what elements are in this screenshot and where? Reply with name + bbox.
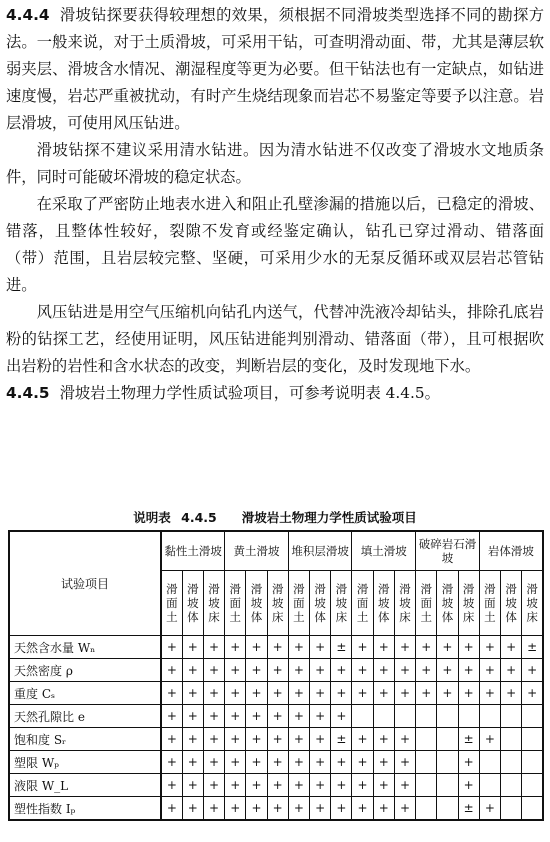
table-cell: + (373, 659, 394, 682)
table-cell (479, 705, 500, 728)
table-cell: + (225, 682, 246, 705)
table-body (9, 636, 543, 821)
table-cell: + (203, 797, 224, 821)
table-subheader (501, 571, 522, 636)
table-cell: + (267, 659, 288, 682)
table-cell: + (182, 659, 203, 682)
table-cell (416, 797, 437, 821)
section-number: 4.4.5 (6, 384, 50, 402)
table-subheader (522, 571, 543, 636)
table-cell: + (267, 774, 288, 797)
table-cell: + (331, 797, 352, 821)
test-items-table (8, 530, 544, 821)
table-cell: + (373, 682, 394, 705)
table-cell: + (203, 659, 224, 682)
table-cell: + (203, 728, 224, 751)
table-cell: + (331, 774, 352, 797)
table-cell: + (331, 751, 352, 774)
table-subheader-label: 滑坡床 (335, 582, 348, 624)
table-cell: + (161, 682, 182, 705)
table-cell: + (246, 774, 267, 797)
table-cell: + (246, 636, 267, 659)
table-cell: ± (458, 728, 479, 751)
table-row-label: 液限 W_L (9, 774, 161, 797)
table-cell: + (246, 751, 267, 774)
table-subheader-label: 滑坡体 (314, 582, 326, 624)
table-cell: + (267, 797, 288, 821)
table-cell: + (161, 751, 182, 774)
table-subheader-label: 滑坡床 (399, 582, 411, 624)
table-cell: ± (331, 636, 352, 659)
table-cell: + (161, 774, 182, 797)
table-cell: + (479, 659, 500, 682)
table-cell: + (225, 751, 246, 774)
table-subheader-label: 滑坡床 (208, 582, 220, 624)
table-cell: + (288, 705, 309, 728)
table-cell: + (522, 659, 543, 682)
table-cell: + (310, 636, 331, 659)
table-group-header: 黄土滑坡 (225, 531, 289, 571)
table-cell: + (479, 728, 500, 751)
table-cell: + (479, 682, 500, 705)
table-subheader-label: 滑坡体 (250, 582, 263, 624)
table-cell: + (458, 636, 479, 659)
table-subheader (331, 571, 352, 636)
table-cell: + (331, 682, 352, 705)
table-cell: + (310, 659, 331, 682)
body-text (6, 2, 544, 407)
table-cell: + (161, 659, 182, 682)
section-number: 4.4.4 (6, 6, 50, 24)
table-cell (437, 797, 458, 821)
table-cell: + (352, 659, 373, 682)
table-cell: + (394, 659, 415, 682)
table-subheader-label: 滑坡床 (462, 582, 475, 624)
table-row-label: 重度 Cₛ (9, 682, 161, 705)
table-cell (479, 751, 500, 774)
table-cell: + (394, 774, 415, 797)
table-cell (458, 705, 479, 728)
table-subheader-label: 滑面土 (356, 582, 369, 624)
table-subheader-label: 滑坡体 (505, 582, 517, 624)
table-subheader (437, 571, 458, 636)
table-cell: + (373, 636, 394, 659)
table-cell: + (458, 682, 479, 705)
table-cell: + (458, 751, 479, 774)
table-cell (501, 728, 522, 751)
table-cell: ± (522, 636, 543, 659)
table-cell: + (288, 774, 309, 797)
table-subheader (203, 571, 224, 636)
table-cell: + (182, 636, 203, 659)
table-subheader (225, 571, 246, 636)
table-cell: + (352, 636, 373, 659)
table-cell: + (331, 705, 352, 728)
table-cell: + (352, 682, 373, 705)
table-cell (522, 797, 543, 821)
table-cell: + (352, 774, 373, 797)
table-cell: + (161, 705, 182, 728)
table-row-label: 饱和度 Sᵣ (9, 728, 161, 751)
table-cell: + (394, 682, 415, 705)
table-group-header: 岩体滑坡 (479, 531, 543, 571)
table-cell (352, 705, 373, 728)
table-cell: + (203, 705, 224, 728)
table-cell: + (416, 659, 437, 682)
table-subheader-label: 滑坡床 (271, 582, 284, 624)
table-row (9, 682, 543, 705)
table-subheader (458, 571, 479, 636)
table-cell (437, 705, 458, 728)
table-cell: + (267, 728, 288, 751)
table-cell (437, 774, 458, 797)
table-cell: + (288, 682, 309, 705)
table-cell: + (225, 774, 246, 797)
table-cell: + (310, 774, 331, 797)
table-cell: + (331, 659, 352, 682)
table-row (9, 797, 543, 821)
table-cell: + (458, 659, 479, 682)
table-subheader (182, 571, 203, 636)
paragraph-text: 滑坡钻探要获得较理想的效果，须根据不同滑坡类型选择不同的勘探方法。一般来说，对于土质滑坡，可采用干钻，可查明滑动面、带，尤其是薄层软弱夹层、滑坡含水情况、潮湿程度等更为必要。但干钻法也有一定缺点，如钻进速度慢，岩芯严重被扰动，有时产生烧结现象而岩芯不易鉴定等要予以注意。岩层滑坡，可使用风压钻进。 (6, 6, 544, 132)
table-row (9, 659, 543, 682)
table-cell: + (288, 728, 309, 751)
table-item-header: 试验项目 (9, 531, 161, 636)
table-cell (522, 705, 543, 728)
table-cell: + (182, 682, 203, 705)
table-cell: + (437, 682, 458, 705)
table-cell: + (373, 797, 394, 821)
table-cell: + (437, 659, 458, 682)
table-cell: ± (331, 728, 352, 751)
table-cell: + (352, 797, 373, 821)
table-cell: + (352, 751, 373, 774)
table-subheader (267, 571, 288, 636)
table-cell: + (225, 797, 246, 821)
table-subheader-label: 滑面土 (484, 582, 496, 624)
table-cell: + (246, 705, 267, 728)
table-cell: + (416, 636, 437, 659)
table-row (9, 636, 543, 659)
table-cell: + (394, 728, 415, 751)
table-cell (437, 751, 458, 774)
table-row (9, 751, 543, 774)
table-group-header: 填土滑坡 (352, 531, 416, 571)
table-cell: + (267, 751, 288, 774)
table-cell: + (479, 797, 500, 821)
table-cell (501, 797, 522, 821)
paragraph-text: 滑坡岩土物理力学性质试验项目，可参考说明表 4.4.5。 (59, 384, 440, 402)
table-cell: + (161, 636, 182, 659)
table-cell: + (182, 751, 203, 774)
table-cell: + (479, 636, 500, 659)
table-row-label: 塑性指数 Iₚ (9, 797, 161, 821)
table-cell: + (203, 636, 224, 659)
table-subheader (416, 571, 437, 636)
table-cell: + (182, 797, 203, 821)
table-cell (416, 751, 437, 774)
table-cell: + (246, 659, 267, 682)
table-cell: + (501, 636, 522, 659)
table-cell: + (458, 774, 479, 797)
table-cell: + (225, 659, 246, 682)
table-subheader (479, 571, 500, 636)
table-cell: + (501, 682, 522, 705)
table-row-label: 天然孔隙比 e (9, 705, 161, 728)
table-cell: + (288, 659, 309, 682)
table-cell: + (182, 728, 203, 751)
table-group-header-row (9, 531, 543, 571)
table-group-header: 堆积层滑坡 (288, 531, 352, 571)
table-cell: + (310, 705, 331, 728)
table-cell (479, 774, 500, 797)
table-subheader-label: 滑面土 (420, 582, 432, 624)
table-group-header: 破碎岩石滑坡 (416, 531, 480, 571)
table-cell (501, 774, 522, 797)
table-cell: + (437, 636, 458, 659)
table-cell: + (246, 682, 267, 705)
table-subheader-label: 滑面土 (293, 582, 305, 624)
table-cell: + (501, 659, 522, 682)
table-cell (522, 774, 543, 797)
paragraph: 风压钻进是用空气压缩机向钻孔内送气，代替冲洗液冷却钻头，排除孔底岩粉的钻探工艺，经使用证明，风压钻进能判别滑动、错落面（带），且可根据吹出岩粉的岩性和含水状态的改变，判断岩层的变化，及时发现地下水。 (6, 303, 544, 375)
table-cell (416, 705, 437, 728)
table-cell: + (394, 751, 415, 774)
table-subheader-label: 滑坡体 (378, 582, 390, 624)
table-cell (416, 728, 437, 751)
table-cell: + (288, 751, 309, 774)
table-subheader (161, 571, 182, 636)
table-row-label: 天然含水量 Wₙ (9, 636, 161, 659)
table-cell: + (310, 682, 331, 705)
table-cell: + (373, 751, 394, 774)
paragraph: 在采取了严密防止地表水进入和阻止孔壁渗漏的措施以后，已稳定的滑坡、错落，且整体性较好，裂隙不发育或经鉴定确认，钻孔已穿过滑动、错落面（带）范围，且岩层较完整、坚硬，可采用少水的无泵反循环或双层岩芯管钻进。 (6, 195, 544, 294)
table-cell: + (310, 797, 331, 821)
table-cell: + (310, 728, 331, 751)
table-cell: + (373, 728, 394, 751)
table-cell (501, 705, 522, 728)
table-caption: 说明表 4.4.5 滑坡岩土物理力学性质试验项目 (133, 510, 417, 525)
table-cell: ± (458, 797, 479, 821)
table-cell: + (182, 705, 203, 728)
table-subheader-label: 滑坡体 (187, 582, 199, 624)
table-subheader (352, 571, 373, 636)
table-row (9, 705, 543, 728)
table-cell: + (267, 636, 288, 659)
table-cell: + (203, 751, 224, 774)
table-cell (522, 751, 543, 774)
table-cell: + (352, 728, 373, 751)
table-subheader-label: 滑面土 (229, 582, 242, 624)
table-subheader-label: 滑坡床 (526, 582, 538, 624)
paragraph: 滑坡钻探不建议采用清水钻进。因为清水钻进不仅改变了滑坡水文地质条件，同时可能破坏滑坡的稳定状态。 (6, 141, 544, 186)
table-cell: + (182, 774, 203, 797)
table-row (9, 774, 543, 797)
table-cell: + (310, 751, 331, 774)
table-cell (522, 728, 543, 751)
table-cell: + (394, 636, 415, 659)
table-cell: + (416, 682, 437, 705)
table-subheader-label: 滑坡体 (441, 582, 454, 624)
table-subheader (288, 571, 309, 636)
table-cell: + (288, 797, 309, 821)
table-subheader (373, 571, 394, 636)
table-cell (416, 774, 437, 797)
table-cell: + (225, 636, 246, 659)
table-cell: + (267, 705, 288, 728)
table-cell: + (373, 774, 394, 797)
table-cell (501, 751, 522, 774)
table-cell: + (288, 636, 309, 659)
table-subheader (246, 571, 267, 636)
table-row (9, 728, 543, 751)
table-group-header: 黏性土滑坡 (161, 531, 225, 571)
paragraph-4-4-5 (6, 380, 544, 407)
table-subheader-label: 滑面土 (166, 582, 178, 624)
table-cell: + (161, 728, 182, 751)
table-subheader (394, 571, 415, 636)
table-cell (373, 705, 394, 728)
table-row-label: 天然密度 ρ (9, 659, 161, 682)
table-cell: + (246, 797, 267, 821)
table-cell: + (225, 705, 246, 728)
table-cell: + (246, 728, 267, 751)
table-cell (437, 728, 458, 751)
table-cell: + (394, 797, 415, 821)
table-row-label: 塑限 Wₚ (9, 751, 161, 774)
table-cell: + (161, 797, 182, 821)
paragraph-4-4-4 (6, 2, 544, 137)
table-cell: + (267, 682, 288, 705)
table-cell (394, 705, 415, 728)
table-cell: + (203, 774, 224, 797)
table-cell: + (522, 682, 543, 705)
table-cell: + (225, 728, 246, 751)
table-cell: + (203, 682, 224, 705)
table-subheader (310, 571, 331, 636)
